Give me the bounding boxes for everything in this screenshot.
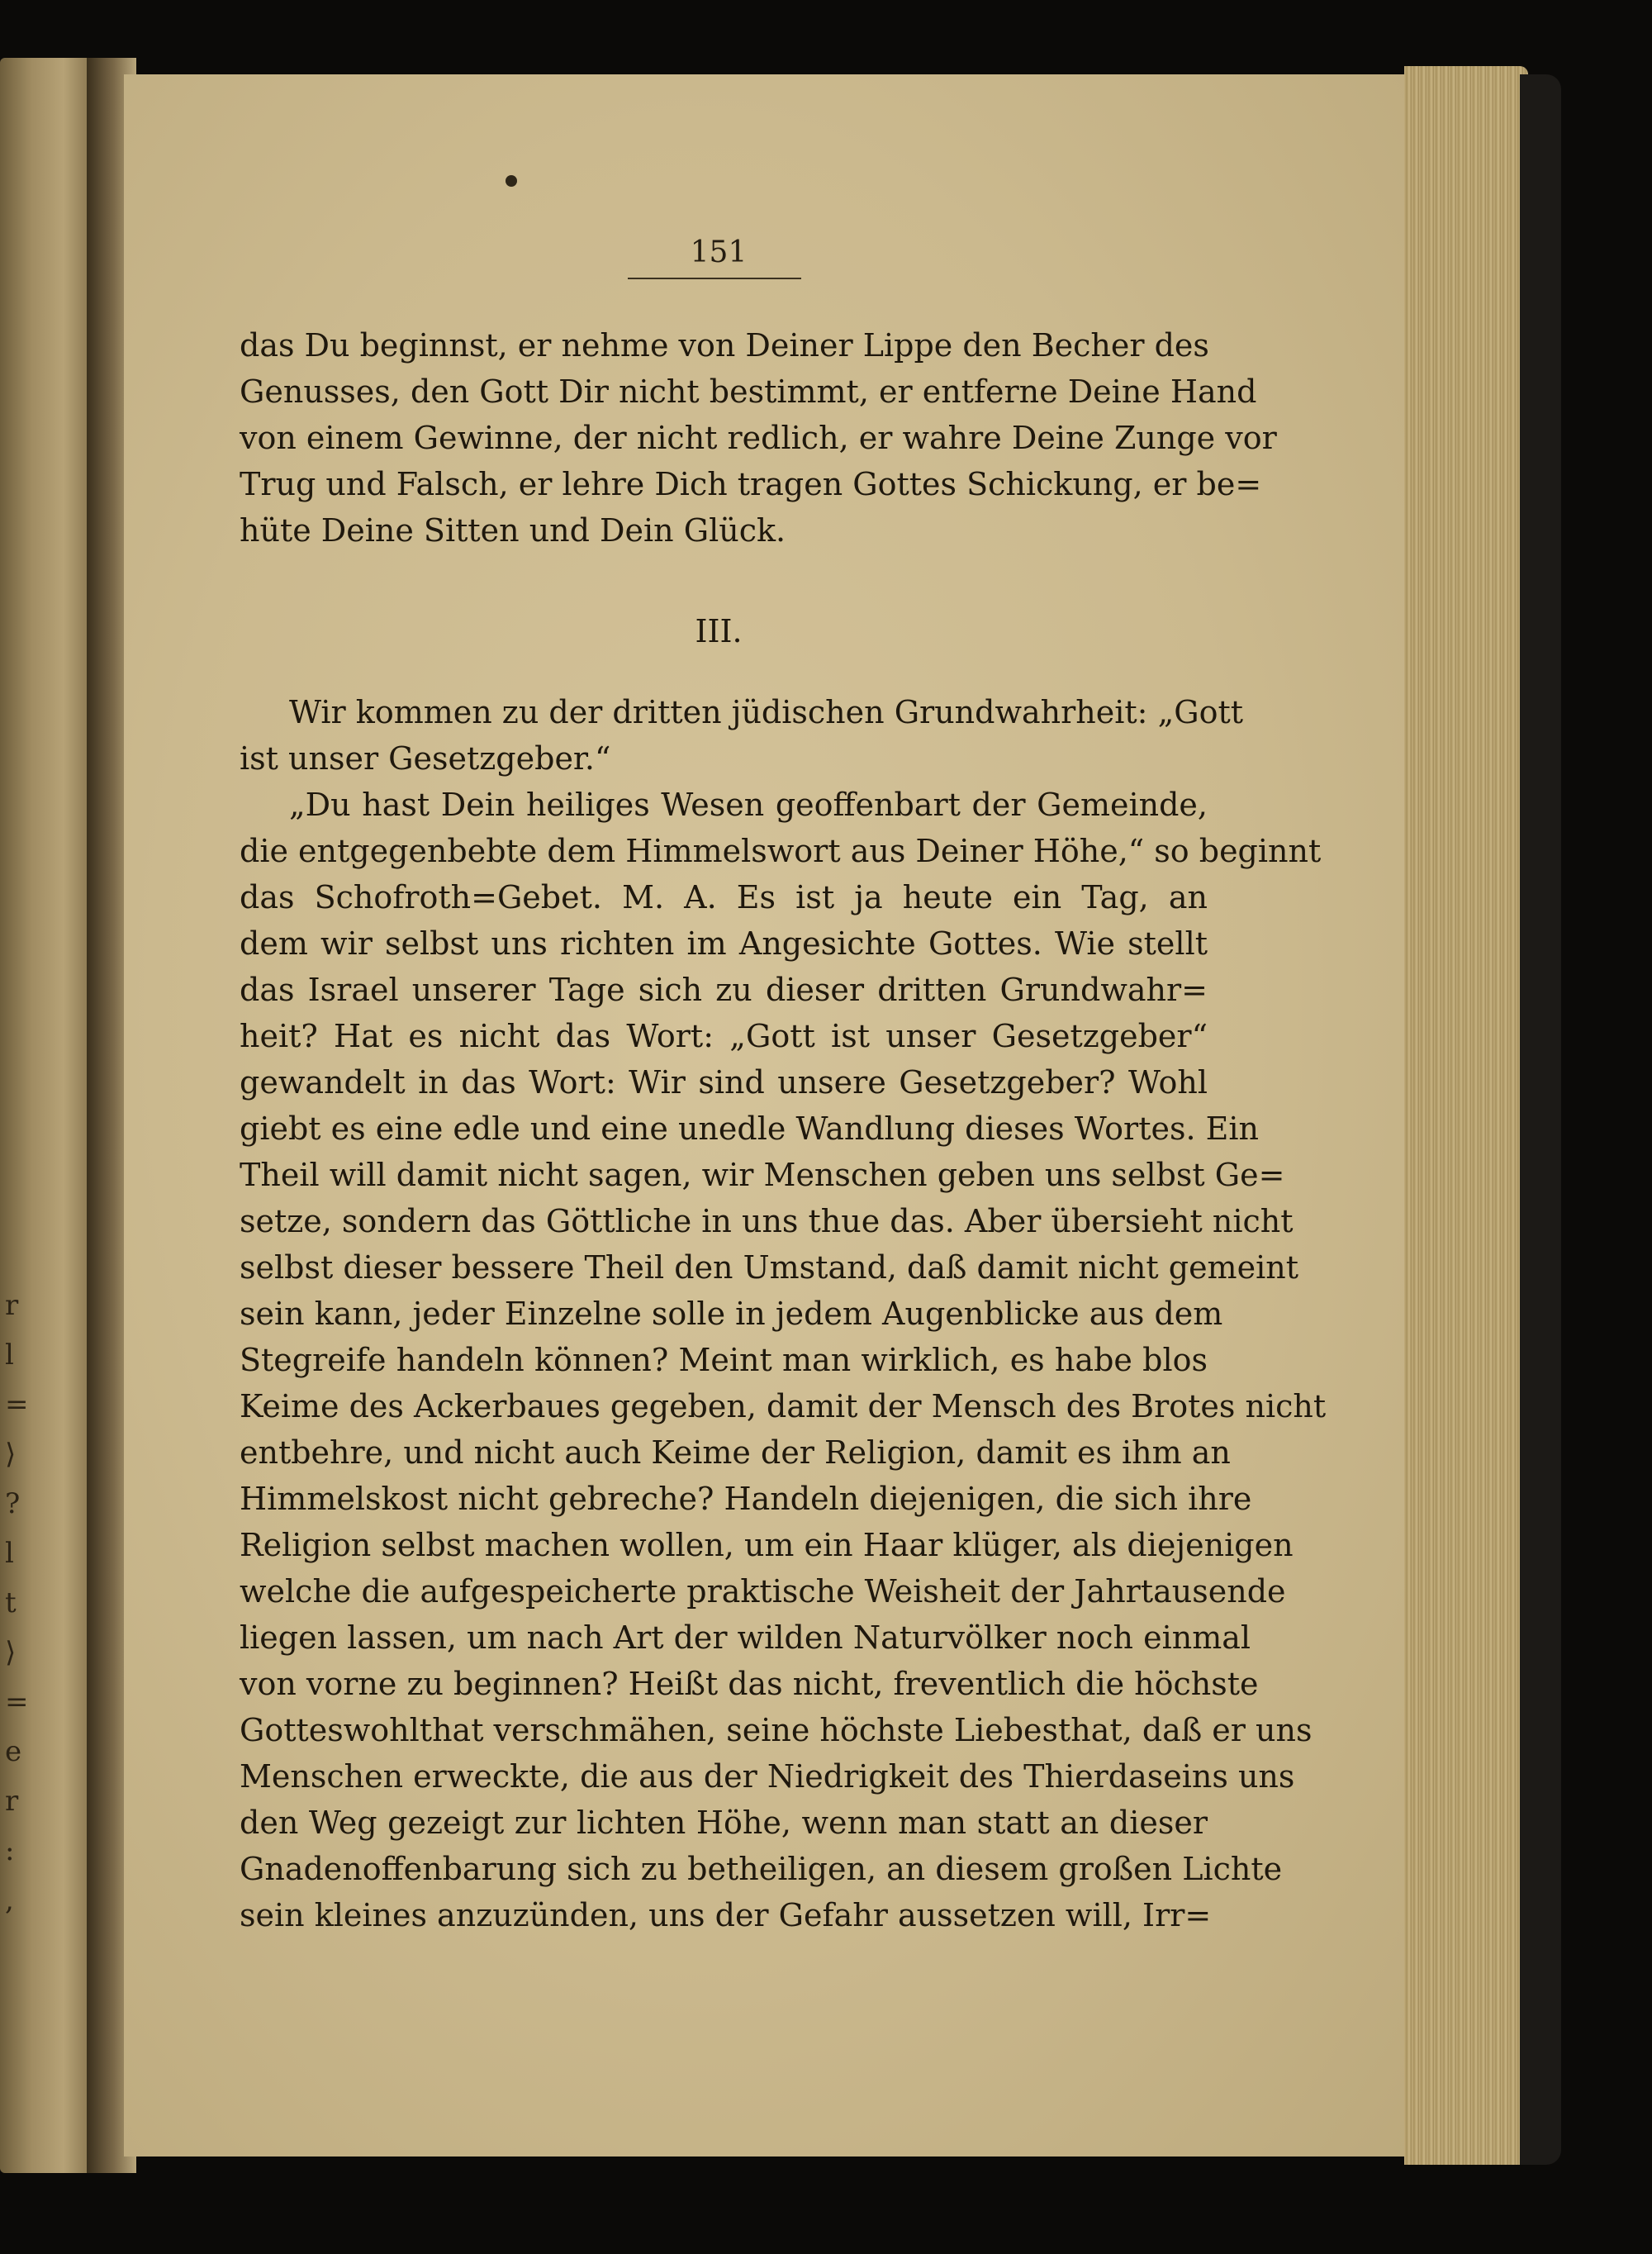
text-line: Stegreife handeln können? Meint man wirklich, es habe blos bbox=[240, 1342, 1208, 1378]
text-line: Religion selbst machen wollen, um ein Haar klüger, als diejenigen bbox=[240, 1527, 1294, 1563]
text-line: Trug und Falsch, er lehre Dich tragen Gottes Schickung, er be= bbox=[240, 466, 1262, 502]
text-line: hüte Deine Sitten und Dein Glück. bbox=[240, 512, 786, 549]
text-line: dem wir selbst uns richten im Angesichte Gottes. Wie stellt bbox=[240, 925, 1208, 962]
text-line: Gnadenoffenbarung sich zu betheiligen, an diesem großen Lichte bbox=[240, 1851, 1283, 1887]
text-line: ist unser Gesetzgeber.“ bbox=[240, 740, 611, 777]
text-line: Theil will damit nicht sagen, wir Menschen geben uns selbst Ge= bbox=[240, 1157, 1285, 1193]
left-page-edge bbox=[0, 58, 91, 2173]
left-fragment: l bbox=[5, 1339, 14, 1372]
text-line: welche die aufgespeicherte praktische Weisheit der Jahrtausende bbox=[240, 1573, 1286, 1610]
text-line: heit? Hat es nicht das Wort: „Gott ist unser Gesetzgeber“ bbox=[240, 1018, 1208, 1054]
left-fragment: ? bbox=[5, 1487, 21, 1520]
left-page-fragments bbox=[5, 1281, 29, 1925]
text-line: das Du beginnst, er nehme von Deiner Lippe den Becher des bbox=[240, 327, 1209, 364]
page-edges bbox=[1404, 66, 1528, 2165]
text-line: sein kann, jeder Einzelne solle in jedem Augenblicke aus dem bbox=[240, 1296, 1223, 1332]
text-line: Gotteswohlthat verschmähen, seine höchste Liebesthat, daß er uns bbox=[240, 1712, 1313, 1748]
section-heading: III. bbox=[695, 613, 743, 649]
text-line: entbehre, und nicht auch Keime der Religion, damit es ihm an bbox=[240, 1434, 1231, 1471]
left-fragment: l bbox=[5, 1537, 14, 1570]
text-line: Keime des Ackerbaues gegeben, damit der Mensch des Brotes nicht bbox=[240, 1388, 1327, 1424]
text-line: Menschen erweckte, die aus der Niedrigkeit des Thierdaseins uns bbox=[240, 1758, 1295, 1795]
text-line: sein kleines anzuzünden, uns der Gefahr aussetzen will, Irr= bbox=[240, 1897, 1212, 1933]
text-line: den Weg gezeigt zur lichten Höhe, wenn man statt an dieser bbox=[240, 1805, 1208, 1841]
left-fragment: r bbox=[5, 1289, 19, 1322]
left-fragment: ⟩ bbox=[5, 1438, 17, 1471]
text-line: Genusses, den Gott Dir nicht bestimmt, er entferne Deine Hand bbox=[240, 373, 1257, 410]
text-line: gewandelt in das Wort: Wir sind unsere Gesetzgeber? Wohl bbox=[240, 1064, 1208, 1101]
text-line: von vorne zu beginnen? Heißt das nicht, freventlich die höchste bbox=[240, 1666, 1259, 1702]
text-line: „Du hast Dein heiliges Wesen geoffenbart der Gemeinde, bbox=[289, 787, 1208, 823]
text-line: selbst dieser bessere Theil den Umstand, daß damit nicht gemeint bbox=[240, 1249, 1298, 1286]
left-fragment: , bbox=[5, 1884, 14, 1917]
left-fragment: = bbox=[5, 1686, 29, 1719]
ink-spot bbox=[506, 175, 517, 187]
left-fragment: = bbox=[5, 1388, 29, 1421]
page-number-rule bbox=[628, 278, 801, 279]
left-fragment: e bbox=[5, 1735, 22, 1768]
left-fragment: ⟩ bbox=[5, 1636, 17, 1669]
text-line: setze, sondern das Göttliche in uns thue das. Aber übersieht nicht bbox=[240, 1203, 1294, 1239]
text-line: das Schofroth=Gebet. M. A. Es ist ja heute ein Tag, an bbox=[240, 879, 1208, 915]
text-line: giebt es eine edle und eine unedle Wandlung dieses Wortes. Ein bbox=[240, 1110, 1259, 1147]
main-text bbox=[240, 689, 1327, 1938]
text-line: liegen lassen, um nach Art der wilden Naturvölker noch einmal bbox=[240, 1619, 1251, 1656]
left-fragment: t bbox=[5, 1586, 17, 1619]
text-line: die entgegenbebte dem Himmelswort aus Deiner Höhe,“ so beginnt bbox=[240, 833, 1322, 869]
text-line: das Israel unserer Tage sich zu dieser dritten Grundwahr= bbox=[240, 972, 1208, 1008]
book-cover-edge bbox=[1520, 74, 1561, 2165]
first-paragraph bbox=[240, 322, 1277, 554]
text-line: von einem Gewinne, der nicht redlich, er wahre Deine Zunge vor bbox=[240, 420, 1277, 456]
text-line: Wir kommen zu der dritten jüdischen Grundwahrheit: „Gott bbox=[289, 694, 1244, 730]
left-fragment: : bbox=[5, 1834, 15, 1867]
text-line: Himmelskost nicht gebreche? Handeln diejenigen, die sich ihre bbox=[240, 1481, 1252, 1517]
page-number: 151 bbox=[690, 235, 748, 269]
left-fragment: r bbox=[5, 1785, 19, 1818]
